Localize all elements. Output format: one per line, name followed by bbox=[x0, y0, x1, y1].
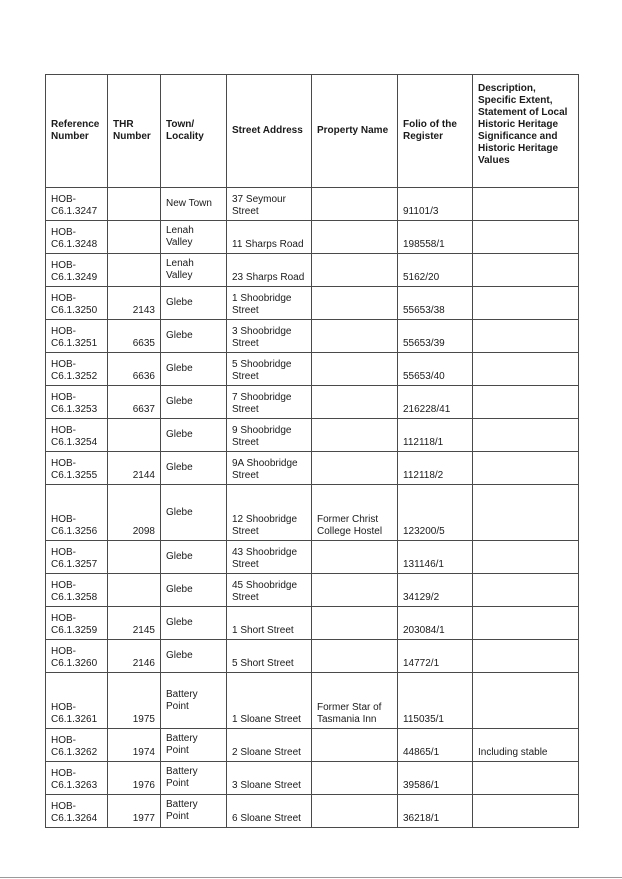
description-cell bbox=[473, 762, 579, 795]
table-row bbox=[46, 485, 579, 541]
reference-number-cell: HOB-C6.1.3261 bbox=[46, 673, 108, 729]
reference-number-cell: HOB-C6.1.3254 bbox=[46, 419, 108, 452]
reference-number-cell: HOB-C6.1.3247 bbox=[46, 188, 108, 221]
town-locality-cell: Glebe bbox=[161, 640, 227, 673]
reference-number-cell: HOB-C6.1.3258 bbox=[46, 574, 108, 607]
thr-number-cell: 6636 bbox=[108, 353, 161, 386]
street-address-cell: 9A Shoobridge Street bbox=[227, 452, 312, 485]
table-row bbox=[46, 386, 579, 419]
table-row bbox=[46, 254, 579, 287]
reference-number-cell: HOB-C6.1.3253 bbox=[46, 386, 108, 419]
table-row bbox=[46, 221, 579, 254]
street-address-cell: 7 Shoobridge Street bbox=[227, 386, 312, 419]
folio-cell: 123200/5 bbox=[398, 485, 473, 541]
table-row bbox=[46, 320, 579, 353]
table-row bbox=[46, 541, 579, 574]
header-description: Description, Specific Extent, Statement of Local Historic Heritage Significance and Historic Heritage Values bbox=[473, 75, 579, 188]
property-name-cell bbox=[312, 607, 398, 640]
property-name-cell bbox=[312, 419, 398, 452]
street-address-cell: 37 Seymour Street bbox=[227, 188, 312, 221]
property-name-cell bbox=[312, 729, 398, 762]
heritage-register-table bbox=[45, 74, 579, 828]
reference-number-cell: HOB-C6.1.3248 bbox=[46, 221, 108, 254]
folio-cell: 91101/3 bbox=[398, 188, 473, 221]
property-name-cell bbox=[312, 386, 398, 419]
reference-number-cell: HOB-C6.1.3252 bbox=[46, 353, 108, 386]
reference-number-cell: HOB-C6.1.3250 bbox=[46, 287, 108, 320]
description-cell bbox=[473, 386, 579, 419]
folio-cell: 14772/1 bbox=[398, 640, 473, 673]
street-address-cell: 5 Shoobridge Street bbox=[227, 353, 312, 386]
thr-number-cell: 6635 bbox=[108, 320, 161, 353]
street-address-cell: 6 Sloane Street bbox=[227, 795, 312, 828]
thr-number-cell bbox=[108, 254, 161, 287]
folio-cell: 34129/2 bbox=[398, 574, 473, 607]
reference-number-cell: HOB-C6.1.3262 bbox=[46, 729, 108, 762]
reference-number-cell: HOB-C6.1.3249 bbox=[46, 254, 108, 287]
reference-number-cell: HOB-C6.1.3257 bbox=[46, 541, 108, 574]
description-cell bbox=[473, 188, 579, 221]
folio-cell: 44865/1 bbox=[398, 729, 473, 762]
folio-cell: 203084/1 bbox=[398, 607, 473, 640]
street-address-cell: 3 Sloane Street bbox=[227, 762, 312, 795]
description-cell bbox=[473, 574, 579, 607]
folio-cell: 5162/20 bbox=[398, 254, 473, 287]
header-thr-number: THR Number bbox=[108, 75, 161, 188]
table-row bbox=[46, 673, 579, 729]
header-property-name: Property Name bbox=[312, 75, 398, 188]
description-cell: Including stable bbox=[473, 729, 579, 762]
street-address-cell: 12 Shoobridge Street bbox=[227, 485, 312, 541]
property-name-cell bbox=[312, 541, 398, 574]
thr-number-cell bbox=[108, 221, 161, 254]
town-locality-cell: Glebe bbox=[161, 452, 227, 485]
property-name-cell bbox=[312, 795, 398, 828]
folio-cell: 39586/1 bbox=[398, 762, 473, 795]
street-address-cell: 43 Shoobridge Street bbox=[227, 541, 312, 574]
town-locality-cell: Glebe bbox=[161, 320, 227, 353]
table-row bbox=[46, 607, 579, 640]
description-cell bbox=[473, 485, 579, 541]
thr-number-cell: 1975 bbox=[108, 673, 161, 729]
property-name-cell: Former Star of Tasmania Inn bbox=[312, 673, 398, 729]
reference-number-cell: HOB-C6.1.3263 bbox=[46, 762, 108, 795]
page-bottom-rule bbox=[0, 877, 622, 878]
folio-cell: 55653/38 bbox=[398, 287, 473, 320]
table-row bbox=[46, 795, 579, 828]
description-cell bbox=[473, 452, 579, 485]
property-name-cell bbox=[312, 221, 398, 254]
town-locality-cell: Glebe bbox=[161, 353, 227, 386]
thr-number-cell bbox=[108, 419, 161, 452]
street-address-cell: 11 Sharps Road bbox=[227, 221, 312, 254]
thr-number-cell: 2143 bbox=[108, 287, 161, 320]
header-reference-number: Reference Number bbox=[46, 75, 108, 188]
town-locality-cell: Battery Point bbox=[161, 795, 227, 828]
property-name-cell bbox=[312, 574, 398, 607]
folio-cell: 36218/1 bbox=[398, 795, 473, 828]
description-cell bbox=[473, 320, 579, 353]
town-locality-cell: Glebe bbox=[161, 607, 227, 640]
reference-number-cell: HOB-C6.1.3256 bbox=[46, 485, 108, 541]
property-name-cell bbox=[312, 762, 398, 795]
town-locality-cell: Glebe bbox=[161, 574, 227, 607]
street-address-cell: 23 Sharps Road bbox=[227, 254, 312, 287]
property-name-cell bbox=[312, 320, 398, 353]
thr-number-cell: 2144 bbox=[108, 452, 161, 485]
reference-number-cell: HOB-C6.1.3259 bbox=[46, 607, 108, 640]
thr-number-cell: 2146 bbox=[108, 640, 161, 673]
reference-number-cell: HOB-C6.1.3264 bbox=[46, 795, 108, 828]
street-address-cell: 3 Shoobridge Street bbox=[227, 320, 312, 353]
header-street-address: Street Address bbox=[227, 75, 312, 188]
property-name-cell bbox=[312, 353, 398, 386]
table-row bbox=[46, 452, 579, 485]
thr-number-cell: 1977 bbox=[108, 795, 161, 828]
street-address-cell: 1 Short Street bbox=[227, 607, 312, 640]
table-row bbox=[46, 353, 579, 386]
property-name-cell: Former Christ College Hostel bbox=[312, 485, 398, 541]
thr-number-cell bbox=[108, 541, 161, 574]
folio-cell: 115035/1 bbox=[398, 673, 473, 729]
thr-number-cell: 2098 bbox=[108, 485, 161, 541]
folio-cell: 55653/39 bbox=[398, 320, 473, 353]
property-name-cell bbox=[312, 188, 398, 221]
description-cell bbox=[473, 607, 579, 640]
description-cell bbox=[473, 419, 579, 452]
table-row bbox=[46, 188, 579, 221]
reference-number-cell: HOB-C6.1.3251 bbox=[46, 320, 108, 353]
thr-number-cell: 6637 bbox=[108, 386, 161, 419]
table-row bbox=[46, 762, 579, 795]
description-cell bbox=[473, 541, 579, 574]
town-locality-cell: New Town bbox=[161, 188, 227, 221]
street-address-cell: 1 Sloane Street bbox=[227, 673, 312, 729]
table-row bbox=[46, 640, 579, 673]
street-address-cell: 45 Shoobridge Street bbox=[227, 574, 312, 607]
folio-cell: 131146/1 bbox=[398, 541, 473, 574]
table-row bbox=[46, 574, 579, 607]
property-name-cell bbox=[312, 287, 398, 320]
town-locality-cell: Glebe bbox=[161, 541, 227, 574]
table-header-row bbox=[46, 75, 579, 188]
header-town-locality: Town/ Locality bbox=[161, 75, 227, 188]
town-locality-cell: Glebe bbox=[161, 386, 227, 419]
town-locality-cell: Glebe bbox=[161, 485, 227, 541]
folio-cell: 216228/41 bbox=[398, 386, 473, 419]
description-cell bbox=[473, 287, 579, 320]
folio-cell: 112118/2 bbox=[398, 452, 473, 485]
thr-number-cell bbox=[108, 188, 161, 221]
header-folio: Folio of the Register bbox=[398, 75, 473, 188]
property-name-cell bbox=[312, 640, 398, 673]
description-cell bbox=[473, 221, 579, 254]
thr-number-cell: 1976 bbox=[108, 762, 161, 795]
street-address-cell: 5 Short Street bbox=[227, 640, 312, 673]
description-cell bbox=[473, 640, 579, 673]
town-locality-cell: Lenah Valley bbox=[161, 221, 227, 254]
town-locality-cell: Battery Point bbox=[161, 673, 227, 729]
table-row bbox=[46, 419, 579, 452]
thr-number-cell: 1974 bbox=[108, 729, 161, 762]
folio-cell: 198558/1 bbox=[398, 221, 473, 254]
description-cell bbox=[473, 254, 579, 287]
table-body bbox=[46, 188, 579, 828]
street-address-cell: 9 Shoobridge Street bbox=[227, 419, 312, 452]
description-cell bbox=[473, 353, 579, 386]
street-address-cell: 2 Sloane Street bbox=[227, 729, 312, 762]
folio-cell: 112118/1 bbox=[398, 419, 473, 452]
reference-number-cell: HOB-C6.1.3260 bbox=[46, 640, 108, 673]
table-row bbox=[46, 729, 579, 762]
street-address-cell: 1 Shoobridge Street bbox=[227, 287, 312, 320]
property-name-cell bbox=[312, 254, 398, 287]
description-cell bbox=[473, 673, 579, 729]
thr-number-cell bbox=[108, 574, 161, 607]
town-locality-cell: Lenah Valley bbox=[161, 254, 227, 287]
description-cell bbox=[473, 795, 579, 828]
folio-cell: 55653/40 bbox=[398, 353, 473, 386]
thr-number-cell: 2145 bbox=[108, 607, 161, 640]
property-name-cell bbox=[312, 452, 398, 485]
town-locality-cell: Glebe bbox=[161, 287, 227, 320]
town-locality-cell: Glebe bbox=[161, 419, 227, 452]
town-locality-cell: Battery Point bbox=[161, 762, 227, 795]
town-locality-cell: Battery Point bbox=[161, 729, 227, 762]
table-row bbox=[46, 287, 579, 320]
reference-number-cell: HOB-C6.1.3255 bbox=[46, 452, 108, 485]
